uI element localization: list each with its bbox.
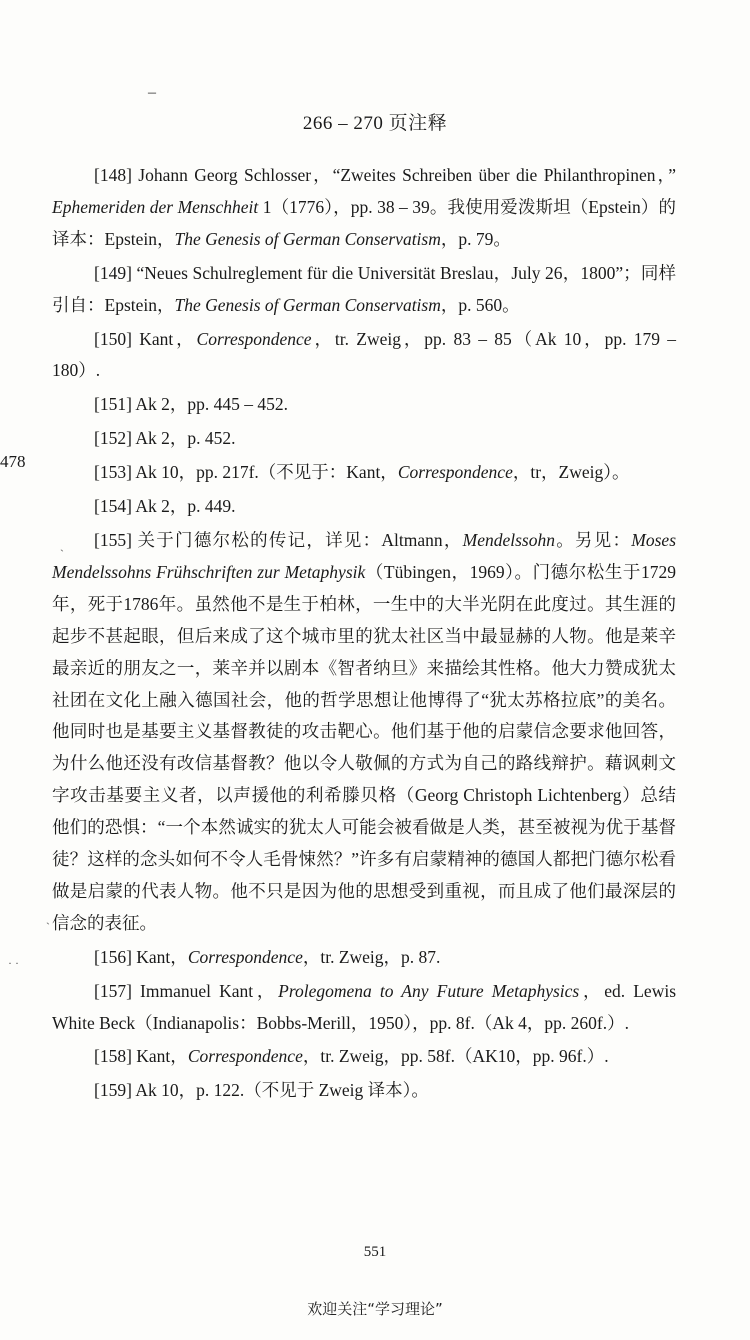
note-text: ，tr. Zweig，pp. 83 – 85（Ak 10，pp. 179 – 180）. [52, 328, 677, 381]
note-title-italic: Correspondence [196, 328, 312, 349]
note-item [52, 423, 676, 455]
page-title: 266 – 270 页注释 [302, 113, 448, 134]
note-title-italic: Correspondence [397, 462, 513, 483]
note-number: [151] [94, 394, 132, 415]
note-item [52, 457, 676, 489]
note-item [52, 976, 676, 1040]
note-item [52, 491, 676, 523]
note-number: [158] [94, 1046, 132, 1067]
notes-list [52, 160, 676, 1109]
note-text: ，tr. Zweig，p. 87. [302, 946, 441, 967]
scan-speck: ` [46, 920, 50, 934]
note-text: Ak 10，pp. 217f.（不见于：Kant， [135, 462, 398, 483]
note-text: ，tr. Zweig，pp. 58f.（AK10，pp. 96f.）. [302, 1046, 609, 1067]
note-item [52, 1075, 676, 1107]
note-text: Kant， [136, 1046, 188, 1067]
footer-note: 欢迎关注“学习理论” [307, 1300, 443, 1318]
note-text: ，p. 560。 [440, 294, 520, 315]
note-number: [155] [94, 529, 132, 550]
note-number: [148] [94, 165, 132, 185]
scan-speck: ` [60, 547, 64, 561]
note-item [52, 1041, 676, 1073]
note-text: ，tr，Zweig）。 [512, 462, 630, 483]
note-number: [154] [94, 496, 132, 517]
note-text: Ak 2，pp. 445 – 452. [135, 394, 288, 415]
note-item [52, 389, 676, 421]
note-title-italic: Correspondence [187, 1046, 303, 1067]
note-text: Immanuel Kant， [140, 980, 279, 1001]
note-title-italic: Prolegomena to Any Future Metaphysics [278, 980, 580, 1001]
note-item [52, 160, 676, 256]
note-text: Kant， [136, 946, 188, 967]
note-number: [153] [94, 462, 132, 483]
note-number: [157] [94, 980, 132, 1001]
note-number: [159] [94, 1080, 132, 1101]
note-number: [156] [94, 946, 132, 967]
note-title-italic: Ephemeriden der Menschheit [52, 196, 259, 217]
note-text: Ak 2，p. 449. [135, 496, 236, 517]
note-item [52, 324, 676, 388]
note-text: Johann Georg Schlosser，“Zweites Schreiben über die Philanthropinen，” [138, 165, 676, 185]
note-text: ，p. 79。 [440, 228, 511, 249]
header-dash: – [148, 84, 156, 101]
note-text: 1（1776），pp. 38 – 39。我使用爱泼斯坦（Epstein）的译本：Epstein， [52, 196, 676, 249]
note-text: （Tübingen，1969）。门德尔松生于1729年，死于1786年。虽然他不是生于柏林，一生中的大半光阴在此度过。其生涯的起步不甚起眼，但后来成了这个城市里的犹太社区当中最显赫的人物。他是莱辛最亲近的朋友之一，莱辛并以剧本《智者纳旦》来描绘其性格。他大力赞成犹太社团在文化上融入德国社会，他的哲学思想让他博得了“犹太苏格拉底”的美名。他同时也是基要主义基督教徒的攻击靶心。他们基于他的启蒙信念要求他回答，为什么他还没有改信基督教？他以令人敬佩的方式为自己的路线辩护。藉讽刺文字攻击基要主义者，以声援他的利希滕贝格（Georg Christoph Lichtenberg）总结他们的恐惧：“一个本然诚实的犹太人可能会被看做是人类，甚至被视为优于基督徒？这样的念头如何不令人毛骨悚然？”许多有启蒙精神的德国人都把门德尔松看做是启蒙的代表人物。他不只是因为他的思想受到重视，而且成了他们最深层的信念的表征。 [52, 561, 676, 933]
page-number: 551 [363, 1244, 387, 1260]
note-number: [149] [94, 262, 132, 283]
margin-page-number: 478 [0, 452, 26, 471]
note-item [52, 525, 676, 940]
note-text: Ak 10，p. 122.（不见于 Zweig 译本）。 [135, 1080, 429, 1101]
note-text: “Neues Schulreglement für die Universität Breslau，July 26，1800”；同样引自：Epstein， [52, 262, 676, 315]
note-text: Kant， [139, 328, 197, 349]
note-number: [152] [94, 428, 132, 449]
note-title-italic: Moses Mendelssohns Frühschriften zur Metaphysik [52, 529, 677, 582]
scan-speck: · · [8, 956, 19, 970]
note-item [52, 942, 676, 974]
note-title-italic: The Genesis of German Conservatism [174, 228, 441, 249]
note-title-italic: Correspondence [187, 946, 303, 967]
note-title-italic: Mendelssohn [462, 529, 555, 550]
note-text: Ak 2，p. 452. [135, 428, 236, 449]
note-title-italic: The Genesis of German Conservatism [174, 294, 441, 315]
note-item [52, 258, 676, 322]
note-text: ，ed. Lewis White Beck（Indianapolis：Bobbs-Merill，1950），pp. 8f.（Ak 4，pp. 260f.）. [52, 980, 676, 1033]
note-text: 关于门德尔松的传记，详见：Altmann， [137, 529, 463, 550]
note-number: [150] [94, 328, 132, 349]
note-text: 。另见： [555, 529, 632, 550]
